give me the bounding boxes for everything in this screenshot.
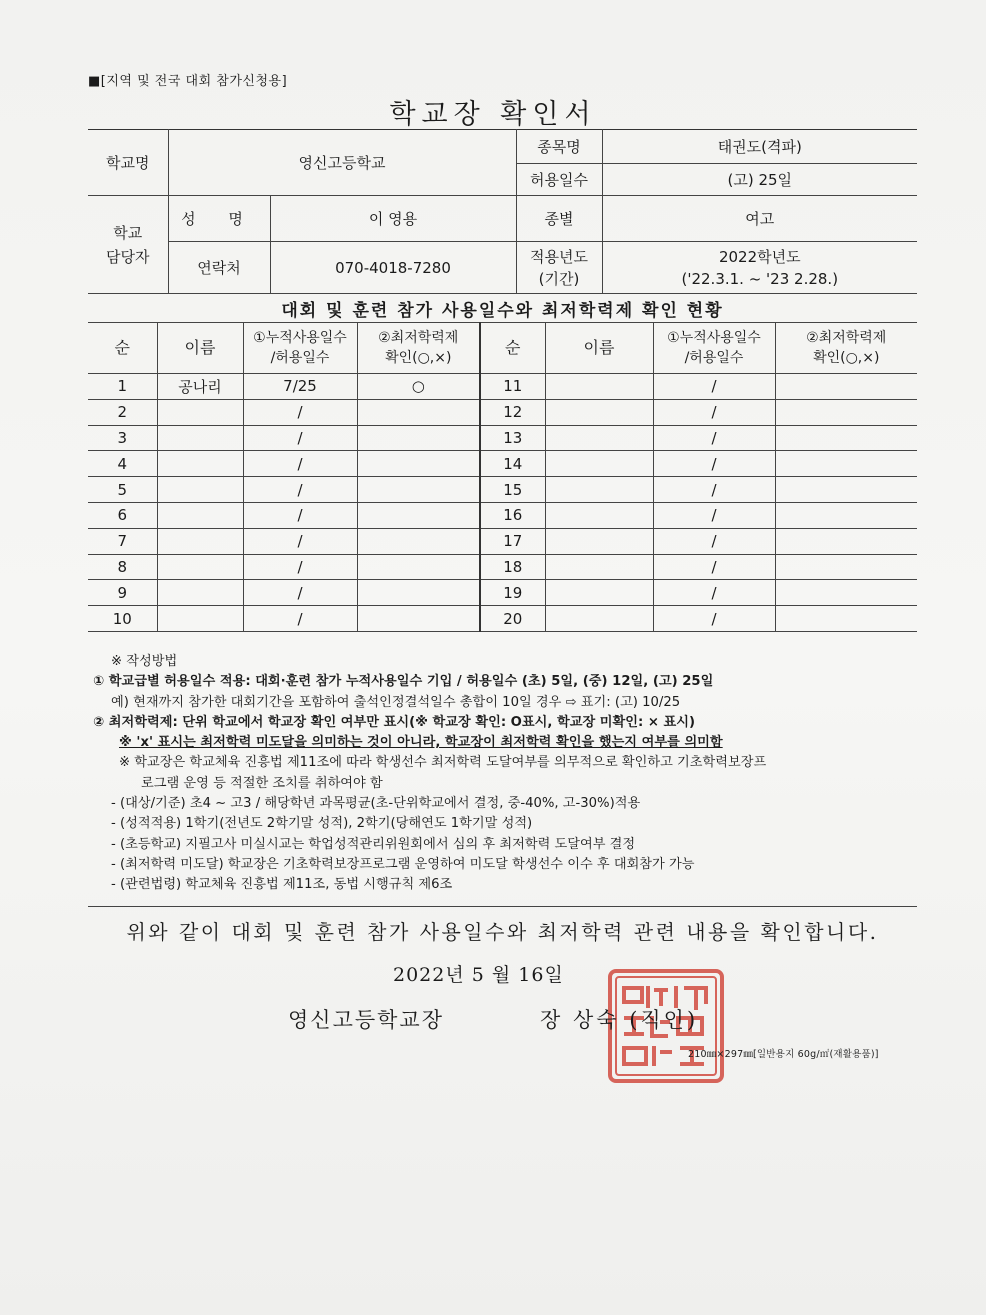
row-days: /	[243, 399, 357, 425]
row-name	[545, 502, 653, 528]
row-check	[775, 606, 917, 632]
note-2-a: ※ 'x' 표시는 최저학력 미도달을 의미하는 것이 아니라, 학교장이 최저학력 확인을 했는지 여부를 의미함	[119, 735, 723, 751]
header-days-left: ①누적사용일수 /허용일수	[243, 323, 357, 374]
row-days: /	[243, 606, 357, 632]
row-days: /	[243, 477, 357, 503]
days-value: (고) 25일	[602, 164, 917, 196]
row-days: /	[653, 451, 775, 477]
row-check	[357, 399, 480, 425]
row-no: 20	[480, 606, 545, 632]
period-value: ('22.3.1. ~ '23 2.28.)	[681, 269, 839, 288]
name-value: 이 영용	[270, 196, 516, 242]
row-check	[775, 477, 917, 503]
row-check	[357, 580, 480, 606]
row-check	[775, 451, 917, 477]
table-row	[88, 580, 917, 606]
principal-title: 영신고등학교장	[288, 1008, 445, 1032]
sport-value: 태권도(격파)	[602, 130, 917, 164]
table-row	[88, 374, 917, 400]
row-days: /	[653, 477, 775, 503]
row-check	[775, 554, 917, 580]
table-row	[88, 502, 917, 528]
table-row	[88, 528, 917, 554]
row-name	[545, 580, 653, 606]
row-check	[357, 425, 480, 451]
year-label: 적용년도 (기간)	[516, 242, 602, 294]
note-2-b-cont: 로그램 운영 등 적절한 조치를 취하여야 함	[141, 775, 383, 791]
row-no: 18	[480, 554, 545, 580]
row-no: 7	[88, 528, 157, 554]
school-info-table	[88, 129, 917, 294]
row-days: /	[653, 425, 775, 451]
row-days: /	[243, 425, 357, 451]
row-no: 11	[480, 374, 545, 400]
row-no: 17	[480, 528, 545, 554]
row-days: /	[243, 451, 357, 477]
row-check	[775, 528, 917, 554]
row-check	[357, 477, 480, 503]
row-name	[545, 528, 653, 554]
table-row	[88, 554, 917, 580]
days-label: 허용일수	[516, 164, 602, 196]
contact-label: 연락처	[168, 242, 270, 294]
signer-name: 장 상숙 (직인)	[540, 1008, 699, 1032]
kind-value: 여고	[602, 196, 917, 242]
header-check-left: ②최저학력제 확인(○,×)	[357, 323, 480, 374]
row-days: 7/25	[243, 374, 357, 400]
instructions	[93, 652, 923, 896]
table-row	[88, 399, 917, 425]
row-check	[775, 425, 917, 451]
row-days: /	[243, 580, 357, 606]
row-name	[545, 477, 653, 503]
contact-value: 070-4018-7280	[270, 242, 516, 294]
row-no: 8	[88, 554, 157, 580]
row-check	[357, 606, 480, 632]
note-2-b: ※ 학교장은 학교체육 진흥법 제11조에 따라 학생선수 최저학력 도달여부를 의무적으로 확인하고 기초학력보장프	[119, 755, 767, 771]
row-check	[357, 554, 480, 580]
detail-3: - (초등학교) 지필고사 미실시교는 학업성적관리위원회에서 심의 후 최저학력 도달여부 결정	[111, 836, 636, 852]
row-no: 3	[88, 425, 157, 451]
detail-4: - (최저학력 미도달) 학교장은 기초학력보장프로그램 운영하여 미도달 학생선수 이수 후 대회참가 가능	[111, 856, 695, 872]
table-row	[88, 606, 917, 632]
table-row	[88, 477, 917, 503]
name-label: 성 명	[168, 196, 270, 242]
sport-label: 종목명	[516, 130, 602, 164]
row-no: 9	[88, 580, 157, 606]
row-name	[157, 502, 243, 528]
row-check	[775, 399, 917, 425]
row-no: 15	[480, 477, 545, 503]
row-days: /	[243, 502, 357, 528]
table-row	[88, 451, 917, 477]
row-name	[157, 477, 243, 503]
note-1-example: 예) 현재까지 참가한 대회기간을 포함하여 출석인정결석일수 총합이 10일 경우 ⇨ 표기: (고) 10/25	[111, 694, 681, 710]
detail-2: - (성적적용) 1학기(전년도 2학기말 성적), 2학기(당해연도 1학기말 성적)	[111, 816, 533, 832]
form-category: ■[지역 및 전국 대회 참가신청용]	[88, 74, 288, 89]
header-check-right: ②최저학력제 확인(○,×)	[775, 323, 917, 374]
detail-1: - (대상/기준) 초4 ~ 고3 / 해당학년 과목평균(초-단위학교에서 결정, 중-40%, 고-30%)적용	[111, 796, 641, 812]
row-check	[357, 502, 480, 528]
row-check	[775, 374, 917, 400]
row-days: /	[653, 606, 775, 632]
note-1: ① 학교급별 허용일수 적용: 대회·훈련 참가 누적사용일수 기입 / 허용일수 (초) 5일, (중) 12일, (고) 25일	[93, 674, 714, 690]
row-check	[357, 528, 480, 554]
divider	[88, 906, 917, 907]
row-days: /	[653, 502, 775, 528]
row-no: 19	[480, 580, 545, 606]
row-name	[545, 374, 653, 400]
header-name-right: 이름	[545, 323, 653, 374]
row-name	[157, 580, 243, 606]
row-check	[357, 451, 480, 477]
row-check	[775, 580, 917, 606]
row-name	[157, 425, 243, 451]
row-name	[157, 399, 243, 425]
row-name	[545, 451, 653, 477]
row-days: /	[653, 580, 775, 606]
row-name	[157, 528, 243, 554]
row-name	[545, 399, 653, 425]
row-days: /	[653, 528, 775, 554]
row-no: 13	[480, 425, 545, 451]
table-row	[88, 425, 917, 451]
issue-date: 2022년 5 월 16일	[393, 964, 564, 986]
row-check: ○	[357, 374, 480, 400]
paper-spec: 210㎜×297㎜[일반용지 60g/㎡(재활용품)]	[688, 1049, 879, 1060]
row-no: 1	[88, 374, 157, 400]
row-name	[157, 451, 243, 477]
row-days: /	[653, 374, 775, 400]
row-name	[157, 606, 243, 632]
row-name	[545, 425, 653, 451]
row-no: 12	[480, 399, 545, 425]
row-days: /	[243, 528, 357, 554]
confirmation-statement: 위와 같이 대회 및 훈련 참가 사용일수와 최저학력 관련 내용을 확인합니다.	[126, 920, 879, 944]
header-no-right: 순	[480, 323, 545, 374]
row-name	[545, 606, 653, 632]
detail-5: - (관련법령) 학교체육 진흥법 제11조, 동법 시행규칙 제6조	[111, 877, 453, 893]
row-no: 14	[480, 451, 545, 477]
roster-title: 대회 및 훈련 참가 사용일수와 최저학력제 확인 현황	[281, 301, 724, 321]
header-days-right: ①누적사용일수 /허용일수	[653, 323, 775, 374]
roster-table	[88, 322, 917, 632]
kind-label: 종별	[516, 196, 602, 242]
row-name	[157, 554, 243, 580]
school-label: 학교명	[88, 130, 168, 196]
year-period-cell	[602, 242, 917, 294]
year-value: 2022학년도	[718, 247, 801, 266]
row-name	[545, 554, 653, 580]
row-days: /	[243, 554, 357, 580]
row-no: 5	[88, 477, 157, 503]
header-no-left: 순	[88, 323, 157, 374]
row-check	[775, 502, 917, 528]
row-days: /	[653, 554, 775, 580]
row-no: 2	[88, 399, 157, 425]
note-2: ② 최저학력제: 단위 학교에서 학교장 확인 여부만 표시(※ 학교장 확인: O표시, 학교장 미확인: × 표시)	[93, 714, 696, 730]
row-days: /	[653, 399, 775, 425]
row-no: 16	[480, 502, 545, 528]
row-no: 10	[88, 606, 157, 632]
row-name: 공나리	[157, 374, 243, 400]
row-no: 6	[88, 502, 157, 528]
header-name-left: 이름	[157, 323, 243, 374]
notes-heading: ※ 작성방법	[111, 654, 178, 669]
page-title: 학교장 확인서	[389, 99, 597, 130]
school-name: 영신고등학교	[168, 130, 516, 196]
manager-label: 학교 담당자	[88, 196, 168, 294]
row-no: 4	[88, 451, 157, 477]
